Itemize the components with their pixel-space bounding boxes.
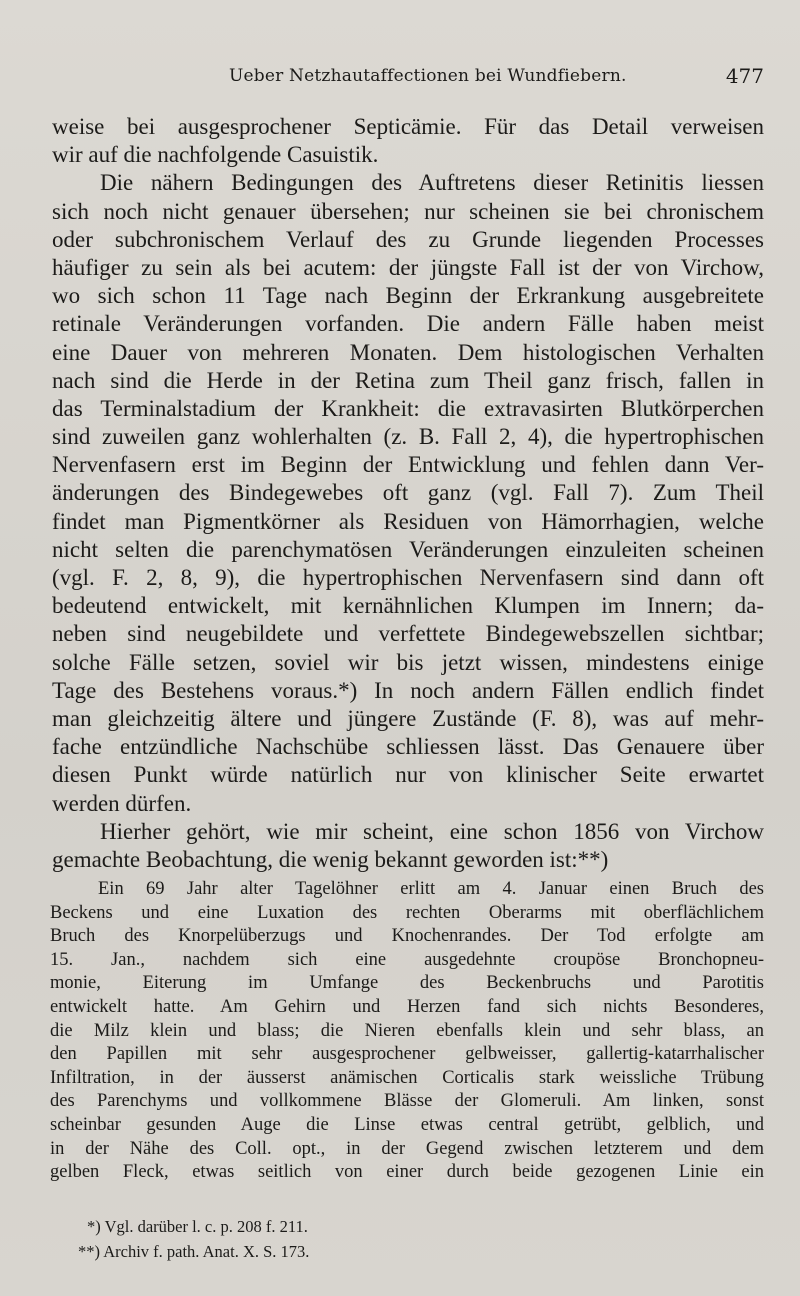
case-report [50,878,764,1185]
case-text-line: den Papillen mit sehr ausgesprochener gelbweisser, gallertig-katarrhalischer [50,1044,764,1065]
text-line: diesen Punkt würde natürlich nur von klinischer Seite erwartet [52,762,764,788]
footnote: **) Archiv f. path. Anat. X. S. 173. [78,1242,310,1261]
text-line: eine Dauer von mehreren Monaten. Dem histologischen Verhalten [52,339,764,365]
case-text-line: Beckens und eine Luxation des rechten Oberarms mit oberflächlichem [50,902,764,923]
text-line: Nervenfasern erst im Beginn der Entwicklung und fehlen dann Ver- [52,452,764,478]
text-line: nicht selten die parenchymatösen Veränderungen einzuleiten scheinen [52,536,764,562]
case-text-line: monie, Eiterung im Umfange des Beckenbruchs und Parotitis [50,973,764,994]
text-line: sich noch nicht genauer übersehen; nur scheinen sie bei chronischem [52,198,764,224]
text-line: nach sind die Herde in der Retina zum Theil ganz frisch, fallen in [52,367,764,393]
text-line: sind zuweilen ganz wohlerhalten (z. B. Fall 2, 4), die hypertrophischen [52,424,764,450]
footnote: *) Vgl. darüber l. c. p. 208 f. 211. [87,1217,308,1236]
case-text-line: Ein 69 Jahr alter Tagelöhner erlitt am 4. Januar einen Bruch des [98,879,764,899]
text-line: wo sich schon 11 Tage nach Beginn der Erkrankung ausgebreitete [52,283,764,309]
main-text [52,113,764,874]
text-line: wir auf die nachfolgende Casuistik. [52,142,379,168]
case-text-line: gelben Fleck, etwas seitlich von einer durch beide gezogenen Linie ein [50,1162,764,1183]
text-line: änderungen des Bindegewebes oft ganz (vgl. Fall 7). Zum Theil [52,480,764,506]
text-line: solche Fälle setzen, soviel wir bis jetzt wissen, mindestens einige [52,649,764,675]
text-line: weise bei ausgesprochener Septicämie. Für das Detail verweisen [52,114,764,139]
case-text-line: entwickelt hatte. Am Gehirn und Herzen fand sich nichts Besonderes, [50,996,764,1017]
text-line: oder subchronischem Verlauf des zu Grunde liegenden Processes [52,226,764,252]
text-line: findet man Pigmentkörner als Residuen von Hämorrhagien, welche [52,508,764,534]
text-line: Hierher gehört, wie mir scheint, eine schon 1856 von Virchow [100,818,764,844]
case-text-line: die Milz klein und blass; die Nieren ebenfalls klein und sehr blass, an [50,1020,764,1041]
running-title: Ueber Netzhautaffectionen bei Wundfiebern. [229,66,627,86]
page-number: 477 [725,64,764,88]
text-line: häufiger zu sein als bei acutem: der jüngste Fall ist der von Virchow, [52,254,764,280]
text-line: neben sind neugebildete und verfettete Bindegewebszellen sichtbar; [52,621,764,647]
text-line: Die nähern Bedingungen des Auftretens dieser Retinitis liessen [100,170,764,196]
text-line: fache entzündliche Nachschübe schliessen lässt. Das Genauere über [52,734,764,760]
text-line: retinale Veränderungen vorfanden. Die andern Fälle haben meist [52,311,764,337]
text-line: Tage des Bestehens voraus.*) In noch andern Fällen endlich findet [52,677,764,703]
text-line: das Terminalstadium der Krankheit: die extravasirten Blutkörperchen [52,395,764,421]
case-text-line: Bruch des Knorpelüberzugs und Knochenrandes. Der Tod erfolgte am [50,926,764,947]
case-text-line: in der Nähe des Coll. opt., in der Gegend zwischen letzterem und dem [50,1138,764,1159]
page-header [52,64,764,90]
text-line: bedeutend entwickelt, mit kernähnlichen Klumpen im Innern; da- [52,593,764,619]
text-line: werden dürfen. [52,790,192,816]
footnotes [52,1214,652,1264]
case-text-line: des Parenchyms und vollkommene Blässe der Glomeruli. Am linken, sonst [50,1091,764,1112]
text-line: gemachte Beobachtung, die wenig bekannt geworden ist:**) [52,846,609,872]
case-text-line: Infiltration, in der äusserst anämischen Corticalis stark weissliche Trübung [50,1067,764,1088]
case-text-line: 15. Jan., nachdem sich eine ausgedehnte croupöse Bronchopneu- [50,949,764,970]
text-line: man gleichzeitig ältere und jüngere Zustände (F. 8), was auf mehr- [52,705,764,731]
case-text-line: scheinbar gesunden Auge die Linse etwas central getrübt, gelblich, und [50,1114,764,1135]
text-line: (vgl. F. 2, 8, 9), die hypertrophischen Nervenfasern sind dann oft [52,565,764,590]
